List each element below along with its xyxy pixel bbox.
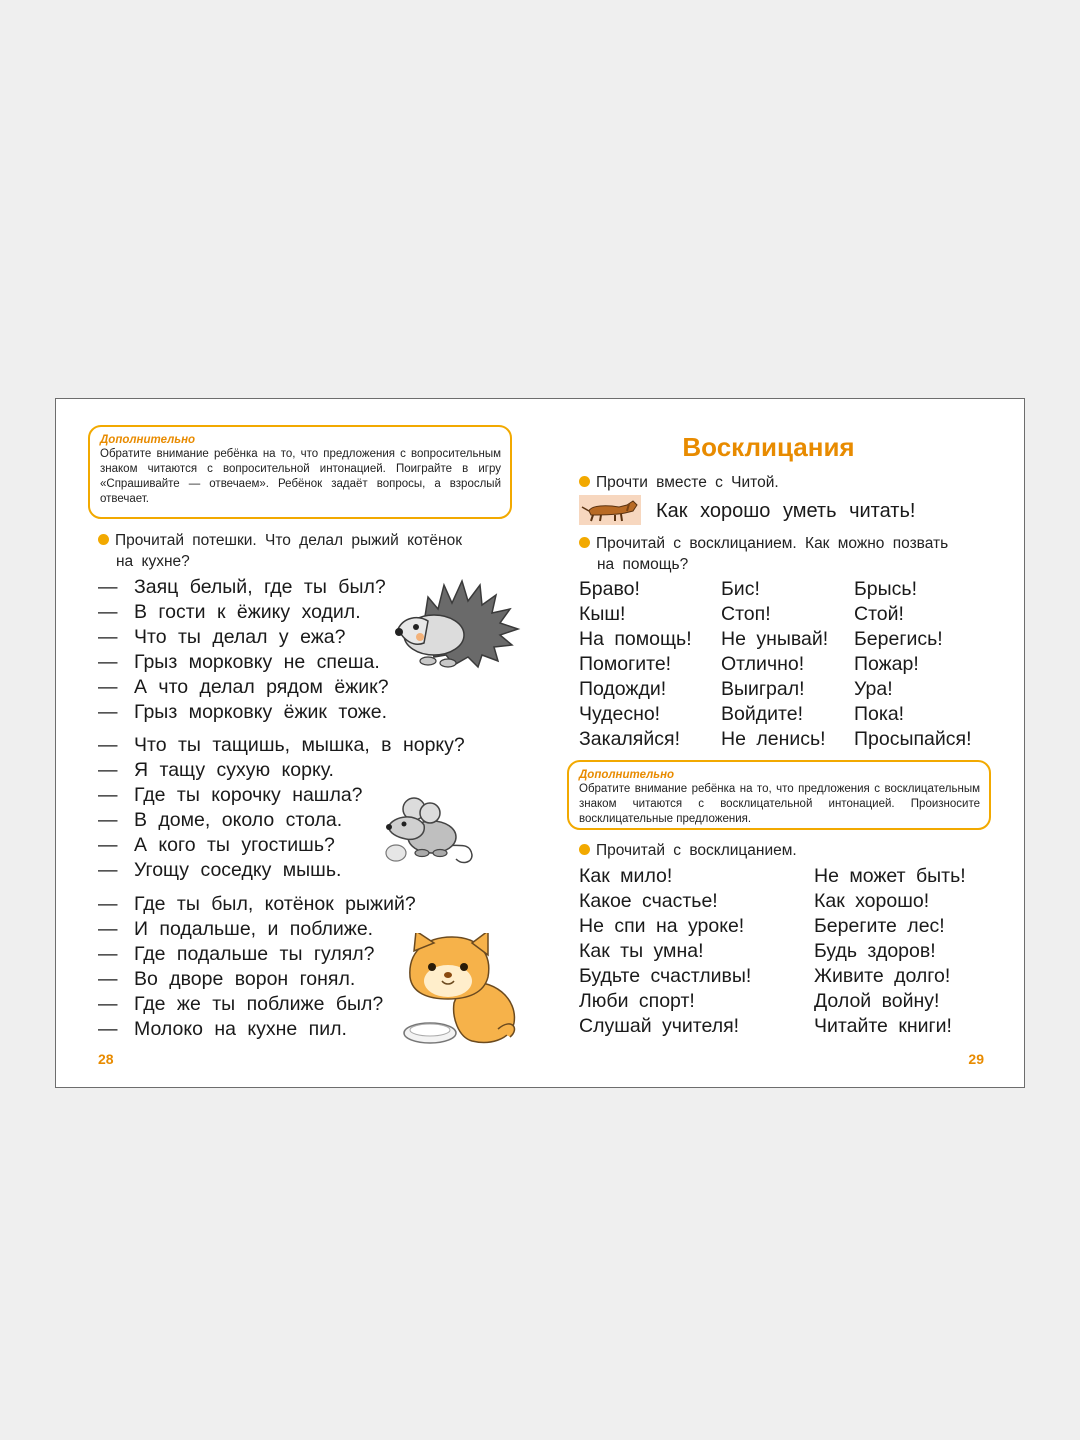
left-task-line1: Прочитай потешки. Что делал рыжий котёнок [115,532,463,549]
word-item: Брысь! [854,578,917,600]
word-item: Подожди! [579,678,667,700]
right-note-text: Обратите внимание ребёнка на то, что предложения с восклицательным знаком читаются с восклицательной интонацией. Произносите восклицательные предложения. [579,783,980,825]
word-item: Пожар! [854,653,919,675]
word-item: Выиграл! [721,678,805,700]
poem-line: — Грыз морковку не спеша. [98,651,380,673]
right-note-box [567,760,991,830]
phrase-item: Как хорошо! [814,890,930,912]
kitten-icon [402,933,522,1051]
left-task [98,530,508,572]
poem-line: — А что делал рядом ёжик? [98,676,389,698]
poem-line: — Молоко на кухне пил. [98,1018,347,1040]
phrase-item: Долой войну! [814,990,940,1012]
words-col-2 [721,577,828,752]
poem-line: — Во дворе ворон гонял. [98,968,356,990]
word-item: Помогите! [579,653,672,675]
poem-line: — И подальше, и поближе. [98,918,374,940]
bullet-icon [579,537,590,548]
poem-line: — В доме, около стола. [98,809,343,831]
right-task-1: Прочти вместе с Читой. [579,472,999,493]
left-note-title: Дополнительно [100,434,196,446]
word-item: Ура! [854,678,893,700]
phrase-item: Не может быть! [814,865,966,887]
right-task-2: Прочитай с восклицанием. Как можно позвать на помощь? [579,533,999,575]
phrases-col-1 [579,864,751,1039]
phrase-item: Слушай учителя! [579,1015,740,1037]
phrase-item: Будь здоров! [814,940,936,962]
poem-line: — Я тащу сухую корку. [98,759,334,781]
left-page [56,399,541,1087]
word-item: Бис! [721,578,760,600]
word-item: Просыпайся! [854,728,972,750]
poem-line: — В гости к ёжику ходил. [98,601,361,623]
word-item: Кыш! [579,603,626,625]
word-item: Закаляйся! [579,728,680,750]
phrase-item: Какое счастье! [579,890,718,912]
right-note-title: Дополнительно [579,769,675,781]
page-number-right: 29 [968,1051,984,1067]
word-item: Не ленись! [721,728,826,750]
hedgehog-icon [394,577,524,673]
phrase-item: Берегите лес! [814,915,945,937]
word-item: Не унывай! [721,628,829,650]
word-item: Стоп! [721,603,771,625]
word-item: Чудесно! [579,703,661,725]
word-item: На помощь! [579,628,692,650]
poem-line: — Где подальше ты гулял? [98,943,375,965]
right-task-3: Прочитай с восклицанием. [579,840,999,861]
phrases-col-2 [814,864,966,1039]
page-title: Восклицания [682,432,855,462]
bullet-icon [98,534,109,545]
mouse-icon [382,797,476,869]
left-task-line2: на кухне? [116,553,190,570]
phrase-item: Люби спорт! [579,990,695,1012]
phrase-item: Будьте счастливы! [579,965,752,987]
poem-line: — Угощу соседку мышь. [98,859,342,881]
phrase-item: Как ты умна! [579,940,704,962]
poem-line: — Заяц белый, где ты был? [98,576,386,598]
phrase-item: Не спи на уроке! [579,915,745,937]
phrase-item: Живите долго! [814,965,951,987]
poem-line: — А кого ты угостишь? [98,834,335,856]
poem-line: — Где ты был, котёнок рыжий? [98,893,416,915]
poem-line: — Грыз морковку ёжик тоже. [98,701,388,723]
words-col-1 [579,577,692,752]
poem-line: — Что ты тащишь, мышка, в норку? [98,734,465,756]
chita-line: Как хорошо уметь читать! [656,500,916,522]
poem-line: — Где ты корочку нашла? [98,784,363,806]
poem-kitten [98,892,416,1042]
word-item: Войдите! [721,703,803,725]
phrase-item: Как мило! [579,865,673,887]
bullet-icon [579,476,590,487]
left-note-text: Обратите внимание ребёнка на то, что предложения с вопросительным знаком читаются с вопросительной интонацией. Поиграйте в игру «Спрашивайте — отвечаем». Ребёнок задаёт вопросы, а взрослый отвечает. [100,448,501,505]
poem-hedgehog [98,575,389,725]
phrase-item: Читайте книги! [814,1015,952,1037]
word-item: Берегись! [854,628,943,650]
right-page [541,399,1026,1087]
word-item: Стой! [854,603,904,625]
page-number-left: 28 [98,1051,114,1067]
book-spread [55,398,1025,1088]
bullet-icon [579,844,590,855]
word-item: Пока! [854,703,905,725]
word-item: Браво! [579,578,640,600]
words-col-3 [854,577,972,752]
poem-line: — Что ты делал у ежа? [98,626,346,648]
word-item: Отлично! [721,653,805,675]
left-note-box [88,425,512,519]
poem-line: — Где же ты поближе был? [98,993,384,1015]
dachshund-chita-icon [579,495,641,525]
